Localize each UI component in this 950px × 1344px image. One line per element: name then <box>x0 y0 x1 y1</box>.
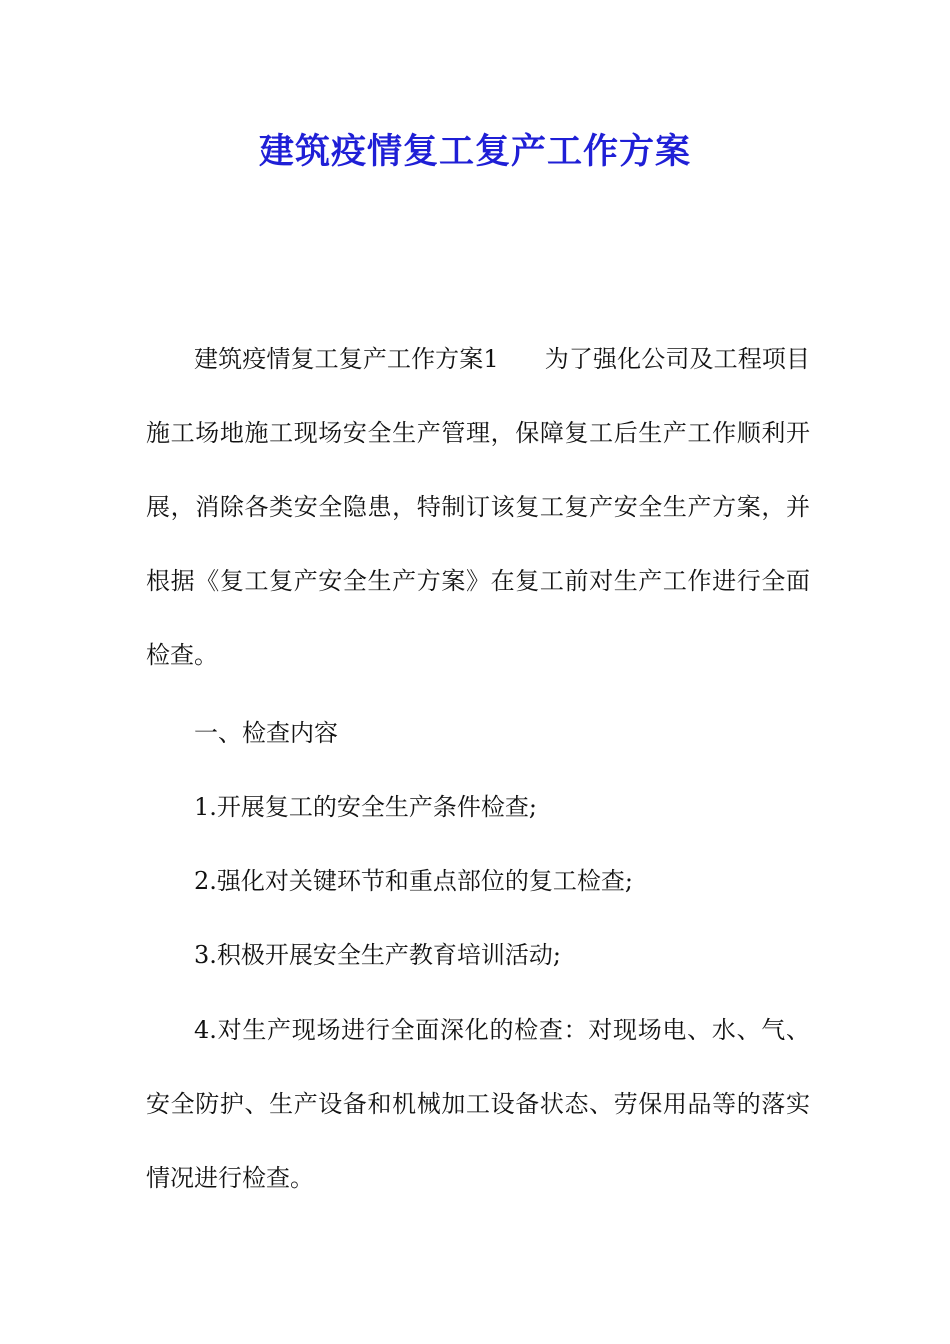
list-item: 3.积极开展安全生产教育培训活动; <box>194 941 561 969</box>
document-title: 建筑疫情复工复产工作方案 <box>258 132 691 172</box>
intro-text: 为了强化公司及工程项目施工场地施工现场安全生产管理，保障复工后生产工作顺利开展，消除各类安全隐患，特制订该复工复产安全生产方案，并根据《复工复产安全生产方案》在复工前对生产工作进行全面检查。 <box>146 345 810 669</box>
list-item: 2.强化对关键环节和重点部位的复工检查; <box>194 867 633 895</box>
intro-paragraph <box>146 322 810 692</box>
intro-lead: 建筑疫情复工复产工作方案1 <box>194 345 499 373</box>
list-item: 1.开展复工的安全生产条件检查; <box>194 793 537 821</box>
list-item: 4.对生产现场进行全面深化的检查：对现场电、水、气、安全防护、生产设备和机械加工设备状态、劳保用品等的落实情况进行检查。 <box>146 1016 810 1192</box>
section-heading: 一、检查内容 <box>194 719 338 747</box>
